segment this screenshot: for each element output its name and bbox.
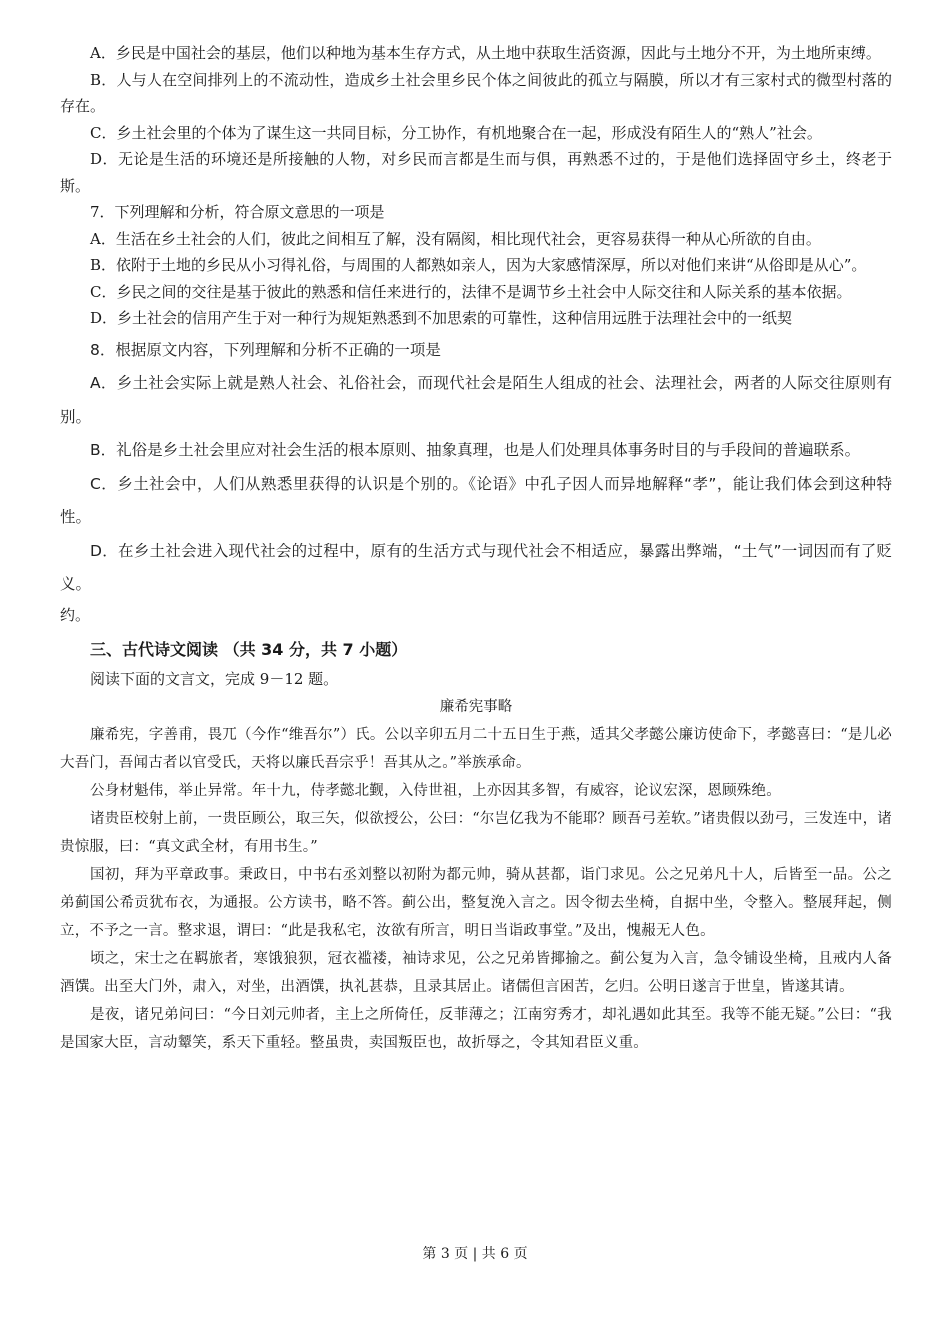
q7-option-d: D．乡土社会的信用产生于对一种行为规矩熟悉到不加思索的可靠性，这种信用远胜于法理社会中的一纸契 bbox=[90, 309, 793, 327]
exam-page bbox=[60, 40, 892, 1057]
q7-stem: 7．下列理解和分析，符合原文意思的一项是 bbox=[90, 203, 385, 221]
q8-stem: 8．根据原文内容，下列理解和分析不正确的一项是 bbox=[90, 340, 441, 359]
section-3-instruction: 阅读下面的文言文，完成 9－12 题。 bbox=[90, 670, 339, 688]
q8-option-b: B．礼俗是乡土社会里应对社会生活的根本原则、抽象真理，也是人们处理具体事务时目的与手段间的普遍联系。 bbox=[90, 441, 861, 459]
passage-paragraph: 国初，拜为平章政事。秉政日，中书右丞刘整以初附为都元帅，骑从甚都，诣门求见。公之兄弟凡十人，后皆至一品。公之弟蓟国公希贡犹布衣，为通报。公方读书，略不答。蓟公出，整复浼入言之。因令彻去坐椅，自据中坐，令整入。整展拜起，侧立，不予之一言。整求退，谓曰：“此是我私宅，汝欲有所言，明日当诣政事堂。”及出，愧赧无人色。 bbox=[60, 866, 892, 939]
q7-option-d-continuation: 约。 bbox=[60, 605, 91, 624]
q7-option-b: B．依附于土地的乡民从小习得礼俗，与周围的人都熟如亲人，因为大家感情深厚，所以对他们来讲“从俗即是从心”。 bbox=[90, 256, 867, 274]
q6-option-b: B．人与人在空间排列上的不流动性，造成乡土社会里乡民个体之间彼此的孤立与隔膜，所以才有三家村式的微型村落的存在。 bbox=[60, 70, 892, 115]
q8-option-d: D．在乡土社会进入现代社会的过程中，原有的生活方式与现代社会不相适应，暴露出弊端，“土气”一词因而有了贬义。 bbox=[60, 541, 892, 593]
passage-paragraph: 是夜，诸兄弟问曰：“今日刘元帅者，主上之所倚任，反菲薄之；江南穷秀才，却礼遇如此其至。我等不能无疑。”公曰：“我是国家大臣，言动颦笑，系天下重轻。整虽贵，卖国叛臣也，故折辱之，令其知君臣义重。 bbox=[60, 1006, 892, 1051]
q6-option-c: C．乡土社会里的个体为了谋生这一共同目标，分工协作，有机地聚合在一起，形成没有陌生人的“熟人”社会。 bbox=[90, 123, 822, 142]
q8-option-c: C．乡土社会中，人们从熟悉里获得的认识是个别的。《论语》中孔子因人而异地解释“孝”，能让我们体会到这种特性。 bbox=[60, 474, 892, 526]
page-footer: 第 3 页 | 共 6 页 bbox=[422, 1246, 528, 1262]
q8-option-a: A．乡土社会实际上就是熟人社会、礼俗社会，而现代社会是陌生人组成的社会、法理社会，两者的人际交往原则有别。 bbox=[60, 374, 892, 426]
q6-option-a: A．乡民是中国社会的基层，他们以种地为基本生存方式，从土地中获取生活资源，因此与土地分不开，为土地所束缚。 bbox=[90, 44, 881, 62]
passage-title: 廉希宪事略 bbox=[439, 698, 513, 715]
passage-paragraph: 顷之，宋士之在羁旅者，寒饿狼狈，冠衣褴褛，袖诗求见，公之兄弟皆揶揄之。蓟公复为入言，急令铺设坐椅，且戒内人备酒馔。出至大门外，肃入，对坐，出酒馔，执礼甚恭，且录其居止。诸儒但言困苦，乞归。公明日遂言于世皇，皆遂其请。 bbox=[60, 950, 892, 995]
passage-paragraph: 诸贵臣校射上前，一贵臣顾公，取三矢，似欲授公，公曰：“尔岂亿我为不能耶？顾吾弓差软。”诸贵假以劲弓，三发连中，诸贵惊服，曰：“真文武全材，有用书生。” bbox=[60, 810, 892, 855]
q6-option-d: D．无论是生活的环境还是所接触的人物，对乡民而言都是生而与俱，再熟悉不过的，于是他们选择固守乡土，终老于斯。 bbox=[60, 150, 892, 195]
pasted-q8-block bbox=[60, 334, 892, 602]
passage-paragraph: 廉希宪，字善甫，畏兀（今作“维吾尔”）氏。公以辛卯五月二十五日生于燕，适其父孝懿公廉访使命下，孝懿喜曰：“是儿必大吾门，吾闻古者以官受氏，天将以廉氏吾宗乎！吾其从之。”举族承命。 bbox=[60, 726, 892, 771]
passage-paragraph: 公身材魁伟，举止异常。年十九，侍孝懿北觐，入侍世祖，上亦因其多智，有威容，论议宏深，恩顾殊绝。 bbox=[90, 782, 781, 799]
q7-option-a: A．生活在乡土社会的人们，彼此之间相互了解，没有隔阂，相比现代社会，更容易获得一种从心所欲的自由。 bbox=[90, 229, 821, 248]
q7-option-c: C．乡民之间的交往是基于彼此的熟悉和信任来进行的，法律不是调节乡土社会中人际交往和人际关系的基本依据。 bbox=[90, 282, 852, 301]
section-3-heading: 三、古代诗文阅读 （共 34 分，共 7 小题） bbox=[90, 640, 408, 659]
